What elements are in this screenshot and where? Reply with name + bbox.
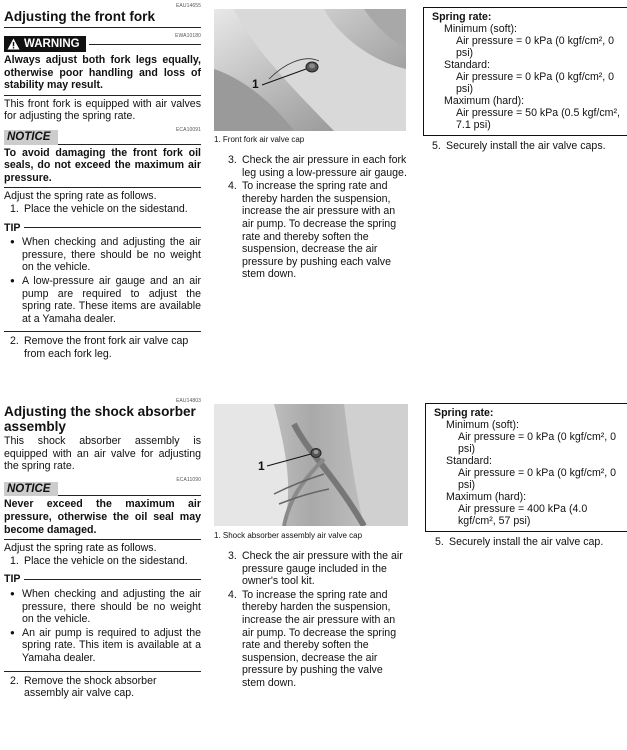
- image-callout: 1: [258, 459, 265, 473]
- step-1: 1. Place the vehicle on the sidestand.: [10, 202, 188, 215]
- warning-code: EWA10180: [175, 33, 201, 39]
- adjust-text: Adjust the spring rate as follows.: [4, 542, 157, 555]
- notice-code: ECA10091: [176, 126, 201, 133]
- step-4: 4. To increase the spring rate and thereby harden the suspension, increase the air pressure with an air pump. To decrease the spring rate and thereby soften the suspension, decrease the air pressure by pushing the valve stem down.: [228, 588, 397, 689]
- warning-badge: [4, 36, 86, 52]
- divider: [4, 187, 201, 188]
- step-3: 3. Check the air pressure in each fork leg using a low-pressure air gauge.: [228, 154, 407, 179]
- section1-left-column: [4, 9, 201, 360]
- step-4: 4. To increase the spring rate and thereby harden the suspension, increase the air pressure with an air pump. To decrease the spring rate and thereby soften the suspension, decrease the air pressure by pushing each valve stem down.: [228, 180, 397, 281]
- tip-item: ● When checking and adjusting the air pressure, there should be no weight on the vehicle.: [4, 236, 201, 274]
- notice-text: To avoid damaging the front fork oil seals, do not exceed the maximum air pressure.: [4, 146, 201, 184]
- spec-title: Spring rate:: [432, 11, 492, 23]
- spec-min-label: Minimum (soft):: [446, 419, 519, 431]
- spec-std-label: Standard:: [446, 455, 492, 467]
- spec-min-value: Air pressure = 0 kPa (0 kgf/cm², 0 psi): [458, 431, 617, 455]
- tip-header: [4, 573, 201, 586]
- section2-title: Adjusting the shock absorber assembly: [4, 404, 196, 434]
- section1-code: EAU14655: [176, 3, 201, 9]
- notice-text: Never exceed the maximum air pressure, otherwise the oil seal may become damaged.: [4, 498, 201, 536]
- spring-rate-spec-box: [423, 7, 627, 136]
- section2-middle-column: [222, 550, 408, 690]
- spec-std-label: Standard:: [444, 59, 490, 71]
- tip-label: TIP: [4, 221, 21, 234]
- section1-middle-column: [222, 154, 408, 281]
- image-caption: 1. Front fork air valve cap: [214, 135, 305, 144]
- tip-item: ● When checking and adjusting the air pressure, there should be no weight on the vehicle.: [4, 588, 201, 626]
- spec-max-label: Maximum (hard):: [444, 95, 525, 107]
- step-3: 3. Check the air pressure with the air pressure gauge included in the owner's tool kit.: [228, 550, 403, 588]
- section1-intro: This front fork is equipped with air valves for adjusting the spring rate.: [4, 97, 201, 123]
- spec-min-value: Air pressure = 0 kPa (0 kgf/cm², 0 psi): [456, 35, 615, 59]
- section1-title: Adjusting the front fork: [4, 9, 156, 24]
- warning-label: WARNING: [24, 37, 80, 50]
- notice-code: ECA11090: [176, 476, 201, 483]
- tip-label: TIP: [4, 573, 21, 586]
- divider: [4, 95, 201, 96]
- spec-title: Spring rate:: [434, 407, 494, 419]
- divider: [4, 27, 201, 28]
- step-2: 2. Remove the front fork air valve cap from each fork leg.: [10, 335, 189, 360]
- divider: [4, 331, 201, 332]
- shock-absorber-illustration: [214, 404, 408, 526]
- notice-badge: NOTICE: [4, 130, 58, 145]
- warning-text: Always adjust both fork legs equally, otherwise poor handling and loss of stability may result.: [4, 54, 201, 92]
- section2-left-column: [4, 404, 201, 700]
- shock-absorber-photo: [214, 404, 408, 526]
- spec-max-value: Air pressure = 400 kPa (4.0 kgf/cm², 57 psi): [458, 503, 588, 527]
- warning-triangle-icon: [7, 38, 20, 50]
- section2-intro: This shock absorber assembly is equipped with an air valve for adjusting the spring rate.: [4, 435, 201, 473]
- spec-std-value: Air pressure = 0 kPa (0 kgf/cm², 0 psi): [458, 467, 617, 491]
- spec-std-value: Air pressure = 0 kPa (0 kgf/cm², 0 psi): [456, 71, 615, 95]
- spec-min-label: Minimum (soft):: [444, 23, 517, 35]
- divider: [4, 671, 201, 672]
- image-caption: 1. Shock absorber assembly air valve cap: [214, 531, 363, 540]
- tip-header: [4, 222, 201, 235]
- tip-item: ● A low-pressure air gauge and an air pump are required to adjust the spring rate. These items are available at a Yamaha dealer.: [4, 275, 201, 325]
- section2-code: EAU14803: [176, 398, 201, 404]
- front-fork-photo: [214, 9, 406, 131]
- spec-max-label: Maximum (hard):: [446, 491, 527, 503]
- step-2: 2. Remove the shock absorber assembly air valve cap.: [10, 674, 157, 700]
- spec-max-value: Air pressure = 50 kPa (0.5 kgf/cm², 7.1 psi): [456, 107, 620, 131]
- tip-item: ● An air pump is required to adjust the spring rate. This item is available at a Yamaha dealer.: [4, 627, 201, 665]
- image-callout: 1: [252, 77, 259, 91]
- step-5: 5. Securely install the air valve cap.: [435, 536, 604, 548]
- divider: [4, 539, 201, 540]
- adjust-text: Adjust the spring rate as follows.: [4, 190, 157, 203]
- notice-badge: NOTICE: [4, 482, 58, 497]
- front-fork-illustration: [214, 9, 406, 131]
- spring-rate-spec-box: [425, 403, 627, 532]
- step-1: 1. Place the vehicle on the sidestand.: [10, 554, 188, 567]
- step-5: 5. Securely install the air valve caps.: [432, 140, 606, 152]
